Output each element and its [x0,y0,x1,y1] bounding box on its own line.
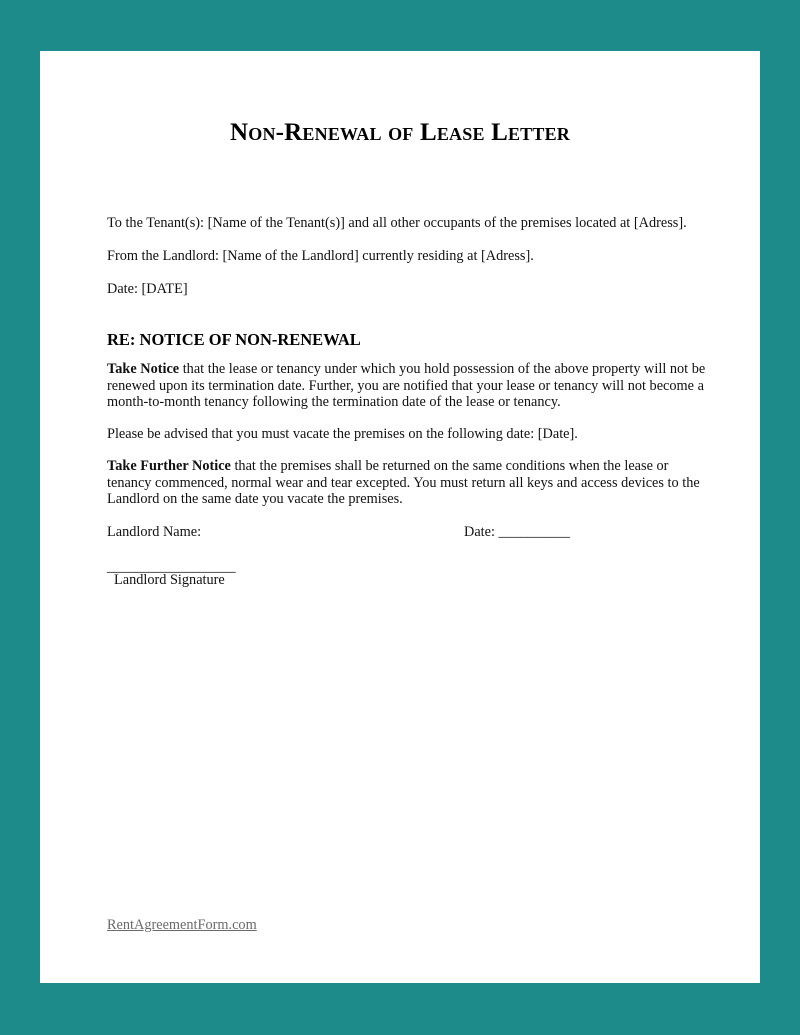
notice-heading: RE: NOTICE OF NON-RENEWAL [107,330,361,349]
take-notice-paragraph [107,361,707,411]
signature-label: Landlord Signature [114,572,225,588]
signature-line: __________________ [107,559,236,575]
take-notice-text: that the lease or tenancy under which you hold possession of the above property will not be renewed upon its termination date. Further, you are notified that your lease or tenancy will not become a month-to-month tenancy following the termination date of the lease or tenancy. [107,361,706,410]
date-line: Date: [DATE] [107,281,188,297]
to-tenant-line: To the Tenant(s): [Name of the Tenant(s)] and all other occupants of the premises located at [Adress]. [107,215,687,231]
date-field-label: Date: __________ [464,524,571,540]
take-notice-lead: Take Notice [107,361,180,377]
take-further-notice-text: that the premises shall be returned on the same conditions when the lease or tenancy commenced, normal wear and tear excepted. You must return all keys and access devices to the Landlord on the same date you vacate the premises. [107,458,700,507]
take-further-notice-paragraph [107,458,707,508]
vacate-paragraph: Please be advised that you must vacate the premises on the following date: [Date]. [107,426,578,442]
take-further-notice-lead: Take Further Notice [107,458,231,474]
from-landlord-line: From the Landlord: [Name of the Landlord] currently residing at [Adress]. [107,248,534,264]
landlord-name-label: Landlord Name: [107,524,202,540]
document-page [40,51,760,983]
footer-link[interactable]: RentAgreementForm.com [107,917,257,933]
document-title: Non-Renewal of Lease Letter [230,119,570,146]
